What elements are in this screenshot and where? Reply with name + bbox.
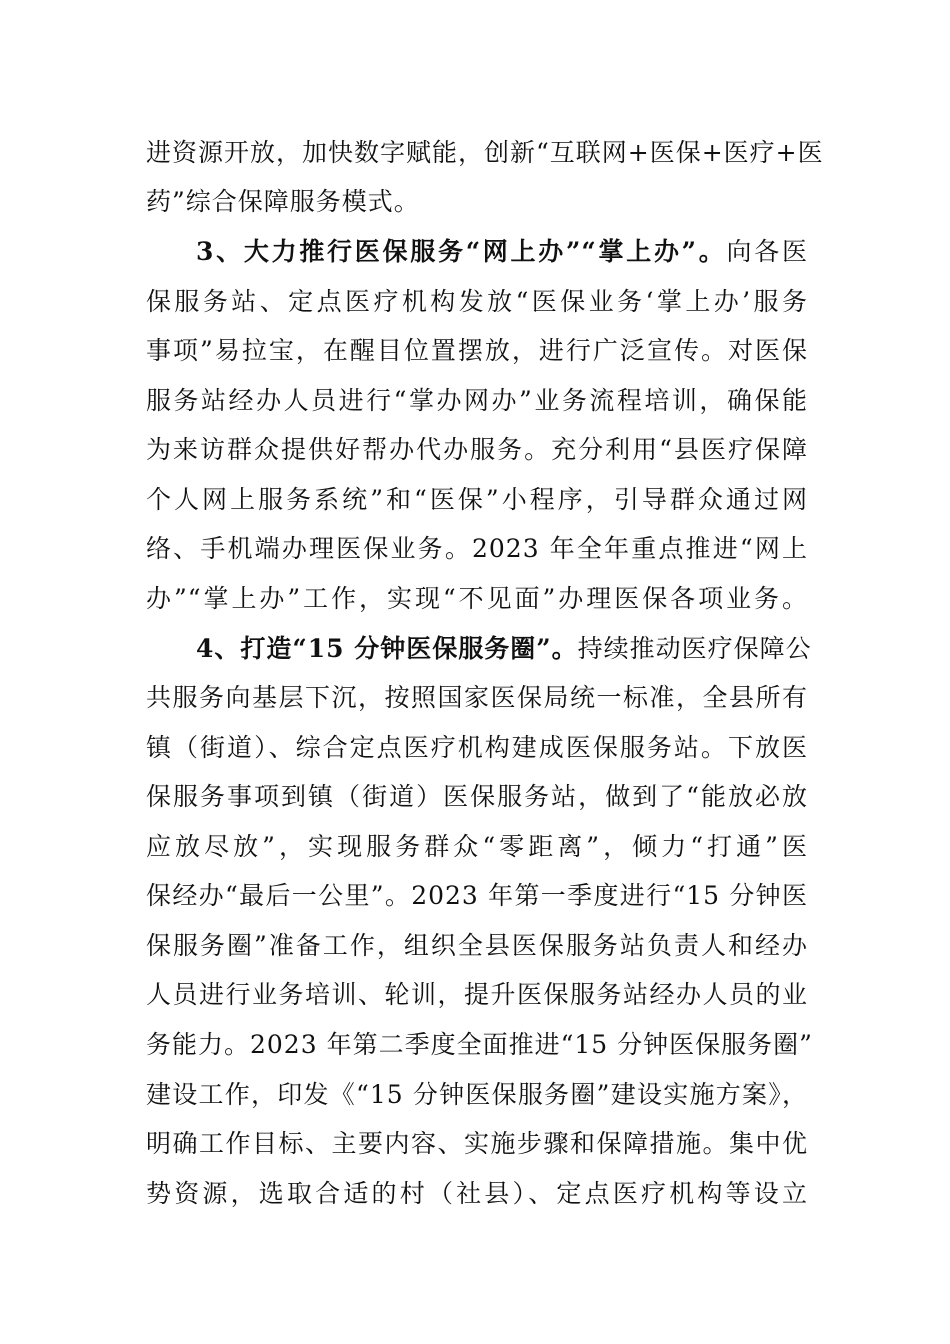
body-text-line: 保服务圈”准备工作，组织全县医保服务站负责人和经办 bbox=[146, 931, 808, 960]
body-text-line: 药”综合保障服务模式。 bbox=[146, 187, 420, 216]
section-heading: 4、打造“15 分钟医保服务圈”。 bbox=[196, 634, 578, 663]
body-text-line: 明确工作目标、主要内容、实施步骤和保障措施。集中优 bbox=[146, 1129, 808, 1158]
body-text-segment: 持续推动医疗保障公 bbox=[577, 634, 812, 663]
paragraph-first-line bbox=[196, 629, 812, 669]
body-text-line: 事项”易拉宝，在醒目位置摆放，进行广泛宣传。对医保 bbox=[146, 336, 808, 365]
body-text-line: 共服务向基层下沉，按照国家医保局统一标准，全县所有 bbox=[146, 683, 808, 712]
body-text-line: 应放尽放”，实现服务群众“零距离”，倾力“打通”医 bbox=[146, 832, 808, 861]
body-text-line: 建设工作，印发《“15 分钟医保服务圈”建设实施方案》， bbox=[146, 1080, 808, 1109]
body-text-line: 进资源开放，加快数字赋能，创新“互联网+医保+医疗+医 bbox=[146, 138, 824, 167]
body-text-line: 务能力。2023 年第二季度全面推进“15 分钟医保服务圈” bbox=[146, 1030, 813, 1059]
section-heading: 3、大力推行医保服务“网上办”“掌上办”。 bbox=[196, 237, 727, 266]
paragraph-first-line bbox=[196, 232, 808, 272]
body-text-segment: 向各医 bbox=[726, 237, 808, 266]
body-text-line: 镇（街道）、综合定点医疗机构建成医保服务站。下放医 bbox=[146, 733, 808, 762]
body-text-line: 保服务事项到镇（街道）医保服务站，做到了“能放必放 bbox=[146, 782, 808, 811]
body-text-line: 为来访群众提供好帮办代办服务。充分利用“县医疗保障 bbox=[146, 435, 808, 464]
body-text-line: 络、手机端办理医保业务。2023 年全年重点推进“网上 bbox=[146, 534, 808, 563]
body-text-line: 势资源，选取合适的村（社县）、定点医疗机构等设立 bbox=[146, 1179, 808, 1208]
body-text-line: 人员进行业务培训、轮训，提升医保服务站经办人员的业 bbox=[146, 980, 808, 1009]
body-text-line: 个人网上服务系统”和“医保”小程序，引导群众通过网 bbox=[146, 485, 808, 514]
body-text-line: 办”“掌上办”工作，实现“不见面”办理医保各项业务。 bbox=[146, 584, 808, 613]
body-text-line: 保经办“最后一公里”。2023 年第一季度进行“15 分钟医 bbox=[146, 881, 808, 910]
body-text-line: 服务站经办人员进行“掌办网办”业务流程培训，确保能 bbox=[146, 386, 808, 415]
body-text-line: 保服务站、定点医疗机构发放“医保业务‘掌上办’服务 bbox=[146, 287, 808, 316]
